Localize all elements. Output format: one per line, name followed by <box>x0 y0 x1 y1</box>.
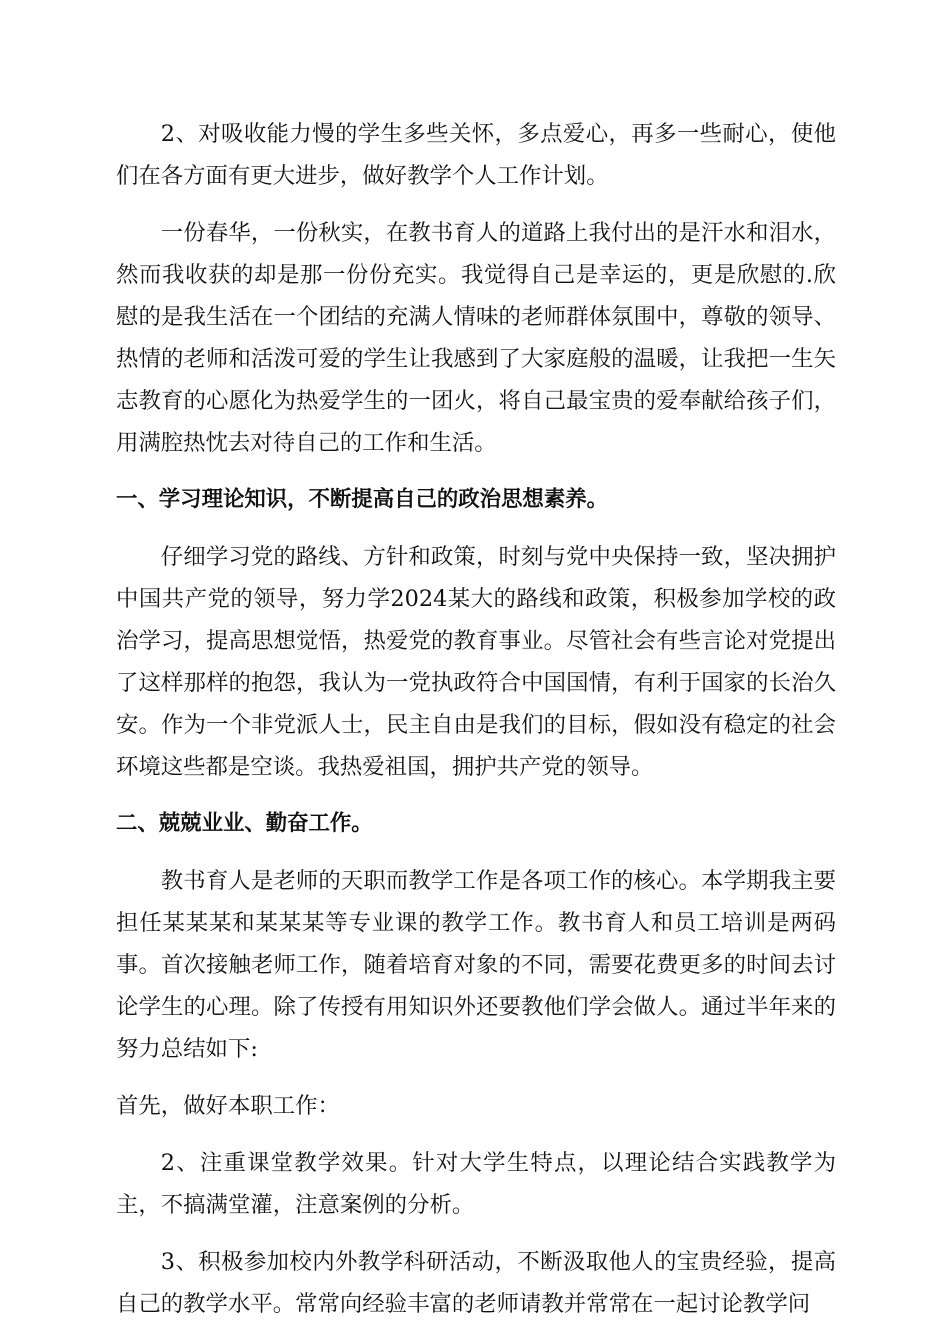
paragraph-reflection: 一份春华，一份秋实，在教书育人的道路上我付出的是汗水和泪水，然而我收获的却是那一份份充实。我觉得自己是幸运的，更是欣慰的.欣慰的是我生活在一个团结的充满人情味的老师群体氛围中，尊敬的领导、热情的老师和活泼可爱的学生让我感到了大家庭般的温暖，让我把一生矢志教育的心愿化为热爱学生的一团火，将自己最宝贵的爱奉献给孩子们，用满腔热忱去对待自己的工作和生活。 <box>116 220 836 456</box>
paragraph-item-3-research: 3、积极参加校内外教学科研活动，不断汲取他人的宝贵经验，提高自己的教学水平。常常向经验丰富的老师请教并常常在一起讨论教学问 <box>116 1249 836 1317</box>
paragraph-teaching-work: 教书育人是老师的天职而教学工作是各项工作的核心。本学期我主要担任某某某和某某某等专业课的教学工作。教书育人和员工培训是两码事。首次接触老师工作，随着培育对象的不同，需要花费更多的时间去讨论学生的心理。除了传授有用知识外还要教他们学会做人。通过半年来的努力总结如下: <box>116 868 836 1062</box>
paragraph-first: 首先，做好本职工作： <box>116 1093 340 1119</box>
section-heading-2: 二、兢兢业业、勤奋工作。 <box>116 811 373 836</box>
paragraph-item-2-classroom: 2、注重课堂教学效果。针对大学生特点，以理论结合实践教学为主，不搞满堂灌，注意案例的分析。 <box>116 1150 836 1218</box>
paragraph-political-study: 仔细学习党的路线、方针和政策，时刻与党中央保持一致，坚决拥护中国共产党的领导，努力学2024某大的路线和政策，积极参加学校的政治学习，提高思想觉悟，热爱党的教育事业。尽管社会有些言论对党提出了这样那样的抱怨，我认为一党执政符合中国国情，有利于国家的长治久安。作为一个非党派人士，民主自由是我们的目标，假如没有稳定的社会环境这些都是空谈。我热爱祖国，拥护共产党的领导。 <box>116 544 836 780</box>
document-body <box>116 113 836 1325</box>
paragraph-item-2: 2、对吸收能力慢的学生多些关怀，多点爱心，再多一些耐心，使他们在各方面有更大进步，做好教学个人工作计划。 <box>116 121 836 189</box>
section-heading-1: 一、学习理论知识，不断提高自己的政治思想素养。 <box>116 487 608 512</box>
